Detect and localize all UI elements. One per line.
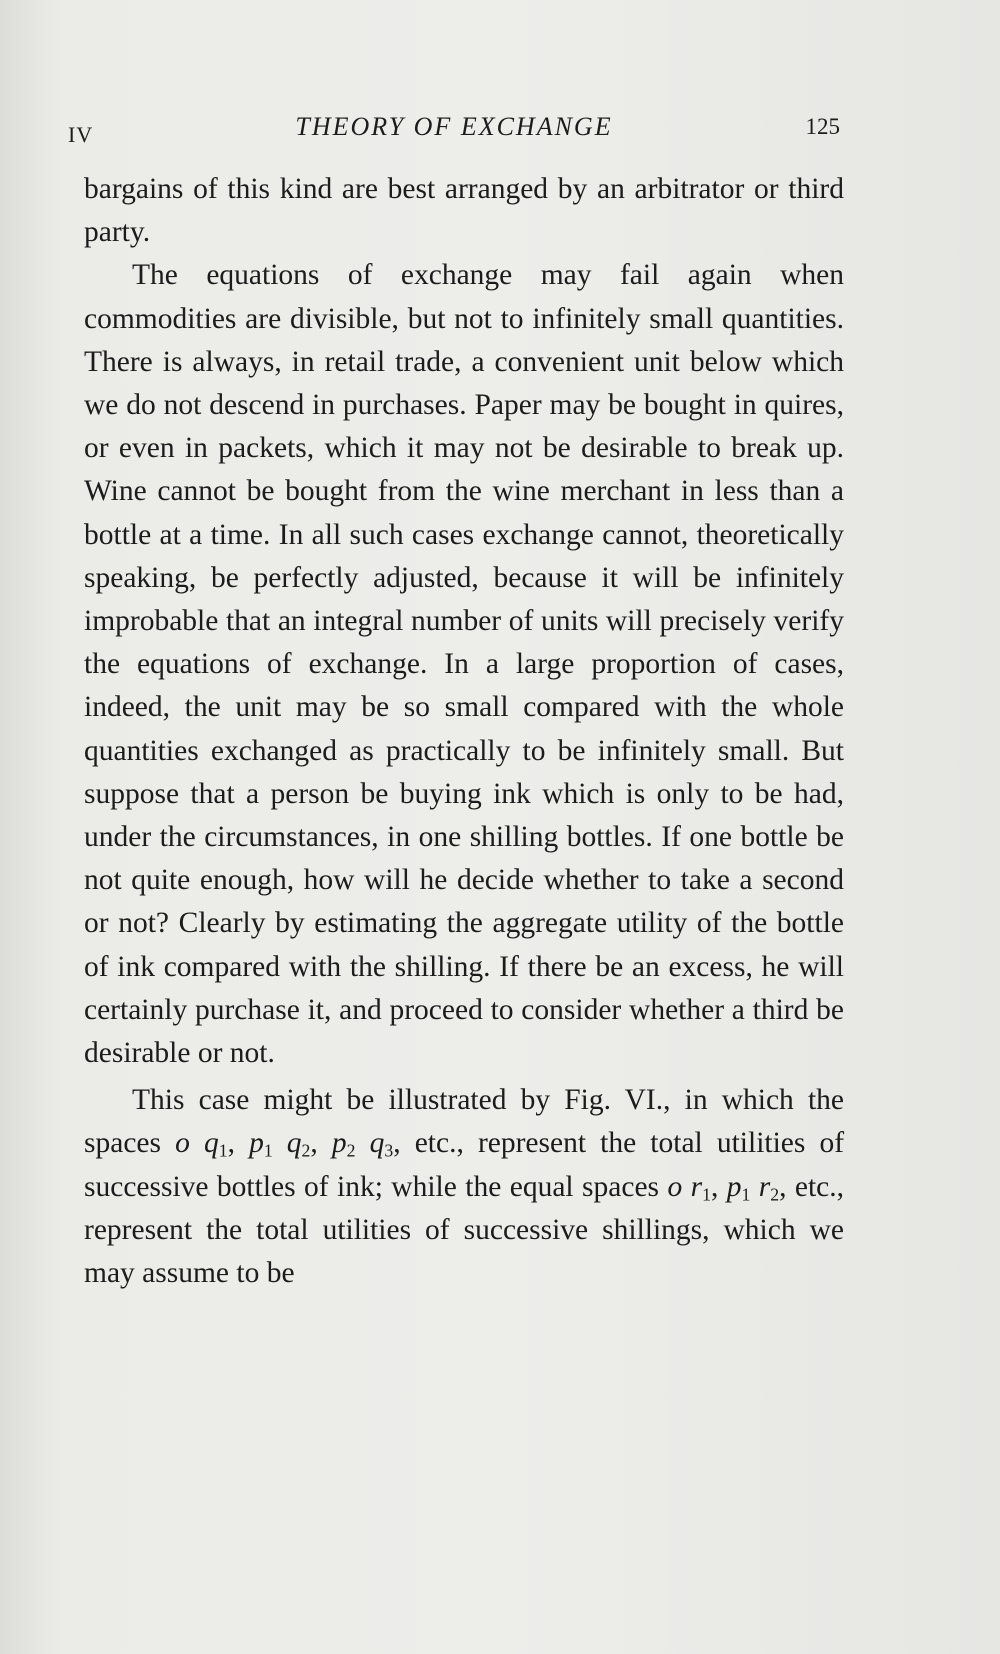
paragraph-fig-reference: This case might be illustrated by Fig. VI., in which the spaces o $q_1$, $p_1$ $q_2$, $p_2$ $q_3$, etc., represent the total utilities of successive bottles of ink; while the equal spaces o $r_1$, $p_1$ $r_2$, etc., represent the total utilities of successive shillings, which we may assume to be xyxy=(84,1084,845,1290)
math-p2-q3: $p_2$ $q_3$ xyxy=(331,1127,394,1161)
running-title: THEORY OF EXCHANGE xyxy=(295,112,613,141)
math-o-q1: o $q_1$ xyxy=(175,1127,228,1161)
paragraph: The equations of exchange may fail again when commodities are divisible, but not to infinitely small quantities. There is always, in retail trade, a convenient unit below which we do not descend in purchases. Paper may be bought in quires, or even in packets, which it may not be desirable to break up. Wine cannot be bought from the wine merchant in less than a bottle at a time. In all such cases exchange cannot, theoretically speaking, be perfectly adjusted, because it will be infinitely improbable that an integral number of units will precisely verify the equations of exchange. In a large proportion of cases, indeed, the unit may be so small compared with the whole quantities exchanged as practically to be infinitely small. But suppose that a person be buying ink which is only to be had, under the circumstances, in one shilling bottles. If one bottle be not quite enough, how will he decide whether to take a second or not? Clearly by estimating the aggregate utility of the bottle of ink compared with the shilling. If there be an excess, he will certainly purchase it, and proceed to consider whether a third be desirable or not. xyxy=(84,259,844,1070)
math-p1-r2: $p_1$ $r_2$ xyxy=(726,1170,780,1205)
running-head xyxy=(68,112,840,152)
paragraph-continued: bargains of this kind are best arranged by an arbitrator or third party. xyxy=(84,173,844,249)
page-number: 125 xyxy=(805,114,840,139)
chapter-number: IV xyxy=(68,122,94,147)
math-p1-q2: $p_1$ $q_2$ xyxy=(249,1127,311,1161)
body-text xyxy=(84,168,844,1295)
math-o-r1: o $r_1$ xyxy=(667,1170,711,1205)
